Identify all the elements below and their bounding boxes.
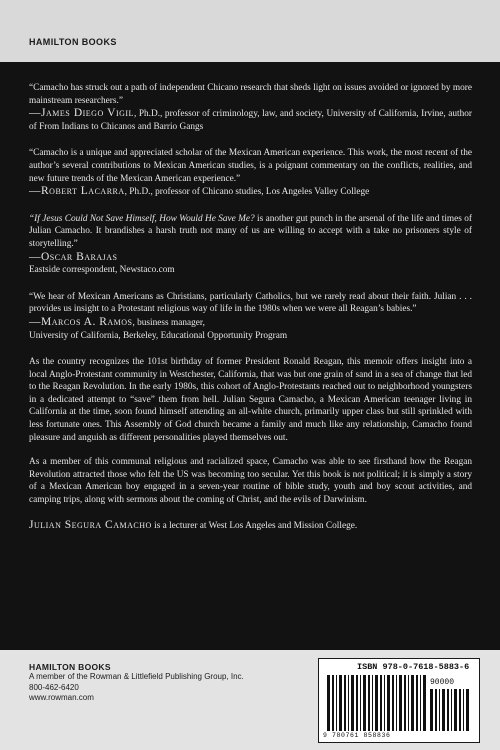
barcode-bar	[408, 675, 409, 731]
top-band	[0, 0, 500, 62]
barcode-bar	[356, 675, 358, 731]
blurb-author: —Oscar Barajas	[29, 250, 118, 263]
barcode-bar	[442, 689, 445, 731]
barcode-bar	[466, 689, 469, 731]
blurb-credit: , Ph.D., professor of Chicano studies, Los Angeles Valley College	[124, 187, 370, 198]
barcode-bar	[348, 675, 349, 731]
barcode-bar	[387, 675, 390, 731]
barcode-bar	[363, 675, 366, 731]
barcode-bar	[435, 689, 437, 731]
barcode-digits: 9 780761 858836	[323, 732, 391, 739]
barcode-bar	[375, 675, 378, 731]
barcode-box	[318, 658, 480, 743]
author-bio-text: is a lecturer at West Los Angeles and Mission College.	[151, 520, 358, 531]
barcode-bar	[411, 675, 414, 731]
isbn-label: ISBN 978-0-7618-5883-6	[357, 662, 470, 672]
blurb-author: —Robert Lacarra	[29, 185, 125, 198]
barcode-bar	[392, 675, 394, 731]
barcode-bar	[372, 675, 373, 731]
barcode-bar	[454, 689, 457, 731]
publisher-member-line: A member of the Rowman & Littlefield Publishing Group, Inc.	[29, 672, 244, 682]
barcode-bar	[459, 689, 461, 731]
publisher-name: HAMILTON BOOKS	[29, 662, 111, 672]
blurb-author: —James Diego Vigil	[29, 107, 134, 120]
barcode-bar	[399, 675, 402, 731]
barcode-bar	[439, 689, 440, 731]
book-title: “If Jesus Could Not Save Himself, How Would He Save Me?	[29, 213, 255, 224]
blurb-quote: “Camacho has struck out a path of independent Chicano research that sheds light on issues avoided or ignored by more mainstream researchers.”	[29, 83, 472, 106]
barcode-bar	[463, 689, 464, 731]
barcode-bar	[447, 689, 449, 731]
blurb-credit-institution: University of California, Berkeley, Educational Opportunity Program	[29, 330, 288, 341]
blurb-quote: “Camacho is a unique and appreciated scholar of the Mexican American experience. This work, the most recent of the author’s several contributions to Mexican American studies, is a poignant commentary on the conflicts, realities, and new future trends of the Mexican American experience.”	[29, 148, 472, 184]
blurb	[29, 291, 472, 342]
publisher-phone: 800-462-6420	[29, 682, 79, 692]
blurb-quote: “We hear of Mexican Americans as Christians, particularly Catholics, but we rarely read about their faith. Julian . . . provides us insight to a Protestant religious way of life in the 1980s when we were all Reagan’s babies.”	[29, 291, 472, 315]
publisher-info	[29, 662, 244, 704]
barcode-bar	[339, 675, 342, 731]
blurb-author: —Marcos A. Ramos	[29, 315, 133, 328]
book-description	[29, 356, 472, 507]
publisher-website: www.rowman.com	[29, 693, 94, 703]
barcode-bar	[368, 675, 370, 731]
barcode-bar	[396, 675, 397, 731]
author-bio	[29, 519, 472, 533]
description-paragraph: As a member of this communal religious and racialized space, Camacho was able to see firsthand how the Reagan Revolution attracted those who felt the US was becoming too secular. Yet this book is not political; it is simply a story of a Mexican American boy engaged in a seven-year routine of bible study, youth and boy scout activities, and camping trips, along with sermons about the coming of Christ, and the evils of Darwinism.	[29, 457, 472, 506]
blurb-attribution	[29, 107, 472, 133]
price-addon: 90000	[430, 678, 455, 687]
description-paragraph: As the country recognizes the 101st birthday of former President Ronald Reagan, this memoir offers insight into a local Anglo-Protestant community in Westchester, California, that was but one grain of sand in a sea of change that led to the Reagan Revolution. In the early 1980s, this cohort of Anglo-Protestants reached out to neighborhood youngsters in a dedicated attempt to “save” them from hell. Julian Segura Camacho, a Mexican American teenager living in California at the time, soon found himself attending an all-white church, primarily upper class but still sprinkled with less fortunate ones. This Assembly of God church became a family and much like any relationship, Camacho found pleasure and anguish as different personalities played themselves out.	[29, 357, 472, 443]
blurb-credit: , Ph.D., professor of criminology, law, and society, University of California, Irvine, author of From Indians to Chicanos and Barrio Gangs	[29, 109, 473, 132]
barcode-bar	[416, 675, 418, 731]
barcode-bar	[344, 675, 346, 731]
barcode-bar	[404, 675, 406, 731]
addon-barcode	[430, 689, 470, 731]
publisher-label: HAMILTON BOOKS	[29, 37, 117, 47]
blurb-attribution	[29, 251, 472, 265]
blurb	[29, 213, 472, 277]
barcode-bar	[351, 675, 354, 731]
barcode-bar	[327, 675, 330, 731]
ean-barcode	[327, 675, 427, 731]
cover-text	[29, 82, 472, 532]
blurb-quote: “If Jesus Could Not Save Himself, How Would He Save Me? is another gut punch in the arsenal of the life and times of Julian Camacho. It brandishes a harsh truth not many of us are willing to accept with a take no prisoners style of storytelling.”	[29, 213, 473, 249]
blurb-attribution	[29, 185, 472, 199]
barcode-bar	[430, 689, 433, 731]
barcode-bar	[423, 675, 426, 731]
blurb	[29, 147, 472, 198]
barcode-bar	[380, 675, 382, 731]
blurb-attribution	[29, 316, 472, 330]
blurb-credit: Eastside correspondent, Newstaco.com	[29, 265, 175, 276]
blurb-credit: , business manager,	[132, 317, 205, 328]
barcode-bar	[336, 675, 337, 731]
barcode-bar	[384, 675, 385, 731]
bottom-band	[0, 650, 500, 750]
barcode-bar	[332, 675, 334, 731]
barcode-bar	[360, 675, 361, 731]
author-name: Julian Segura Camacho	[29, 518, 152, 531]
blurb	[29, 82, 472, 133]
barcode-bar	[451, 689, 452, 731]
barcode-bar	[420, 675, 421, 731]
